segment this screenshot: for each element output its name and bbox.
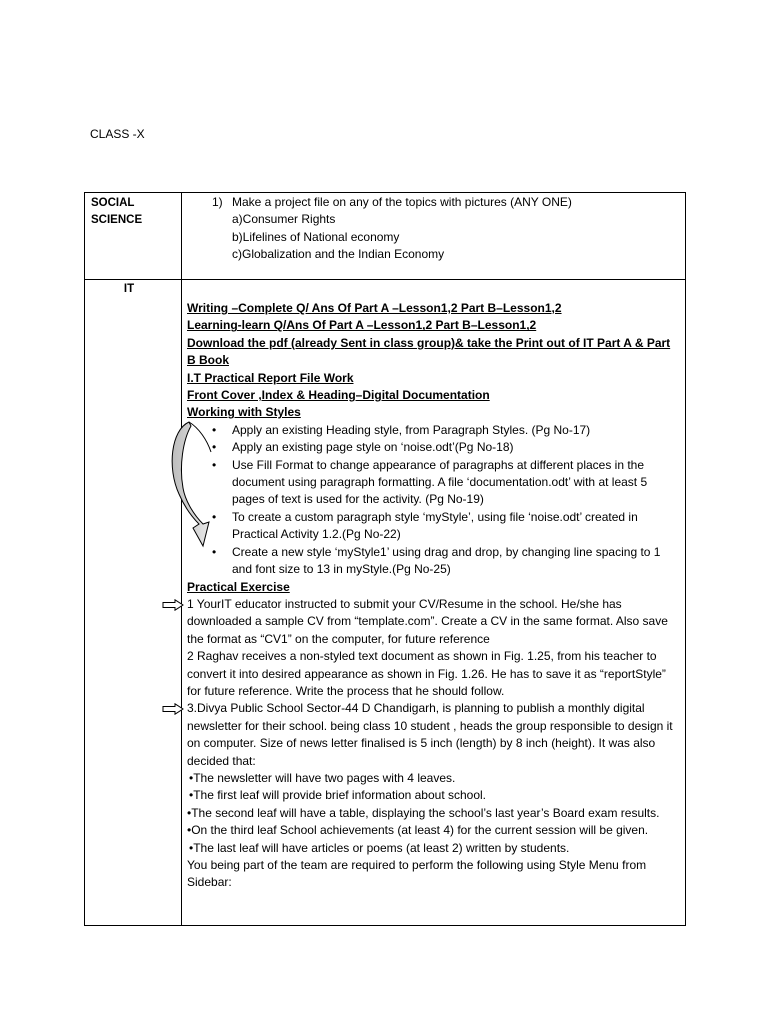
- heading-writing: Writing –Complete Q/ Ans Of Part A –Lesson1,2 Part B–Lesson1,2: [187, 301, 562, 315]
- topic-option: c)Globalization and the Indian Economy: [232, 246, 445, 261]
- list-item: • Use Fill Format to change appearance of paragraphs at different places in the document using paragraph formatting. A file ‘documentation.odt’ with at least 5 pages of text is used for the activity. (Pg No-19): [187, 457, 681, 509]
- styles-bullet-list: [187, 422, 681, 579]
- topic-option: a)Consumer Rights: [232, 212, 336, 227]
- heading-practical-report: I.T Practical Report File Work: [187, 370, 354, 385]
- task-item: [212, 194, 679, 211]
- right-arrow-icon: [162, 599, 184, 611]
- newsletter-point: • The second leaf will have a table, displaying the school’s last year’s Board exam results.: [187, 805, 681, 822]
- right-arrow-icon: [162, 703, 184, 715]
- heading-learning: Learning-learn Q/Ans Of Part A –Lesson1,2 Part B–Lesson1,2: [187, 318, 537, 333]
- newsletter-point: • On the third leaf School achievements (at least 4) for the current session will be given.: [187, 822, 681, 839]
- heading-working-with-styles: Working with Styles: [187, 405, 301, 420]
- it-content: [182, 280, 686, 926]
- newsletter-point: • The last leaf will have articles or poems (at least 2) written by students.: [187, 840, 681, 857]
- list-item: • Apply an existing Heading style, from Paragraph Styles. (Pg No-17): [187, 422, 681, 439]
- heading-download: Download the pdf (already Sent in class group)& take the Print out of IT Part A & Part B Book: [187, 335, 671, 368]
- task-number: 1): [212, 195, 223, 209]
- it-row: [85, 280, 686, 926]
- subject-label-it: IT: [123, 283, 135, 295]
- list-item: • Apply an existing page style on ‘noise.odt’(Pg No-18): [187, 439, 681, 456]
- list-item: • To create a custom paragraph style ‘myStyle’, using file ‘noise.odt’ created in Practical Activity 1.2.(Pg No-22): [187, 509, 681, 544]
- topic-option: b)Lifelines of National economy: [232, 229, 400, 244]
- exercise-1-text: 1 YourIT educator instructed to submit your CV/Resume in the school. He/she has downloaded a sample CV from “template.com”. Create a CV in the same format. Also save the format as “CV1” on the computer, for future reference: [187, 596, 668, 646]
- homework-table: [84, 192, 686, 926]
- task-text: Make a project file on any of the topics with pictures (ANY ONE): [232, 195, 572, 209]
- exercise-3: [187, 700, 681, 770]
- exercise-1: [187, 596, 681, 648]
- newsletter-point: • The newsletter will have two pages with 4 leaves.: [187, 770, 681, 787]
- subject-cell-social-science: [85, 193, 182, 280]
- exercise-3-text: 3.Divya Public School Sector-44 D Chandigarh, is planning to publish a monthly digital newsletter for their school. being class 10 student , heads the group responsible to design it on computer. Size of news letter finalised is 5 inch (length) by 8 inch (height). It was also decided that:: [187, 701, 673, 768]
- subject-label-line-2: SCIENCE: [91, 214, 143, 226]
- page-title: CLASS -X: [90, 127, 145, 141]
- social-science-row: [85, 193, 686, 280]
- social-science-content: [182, 193, 686, 280]
- exercise-2: [187, 648, 681, 700]
- list-item: • Create a new style ‘myStyle1’ using drag and drop, by changing line spacing to 1 and font size to 13 in myStyle.(Pg No-25): [187, 544, 681, 579]
- subject-label-line-1: SOCIAL: [91, 197, 135, 209]
- heading-front-cover: Front Cover ,Index & Heading–Digital Documentation: [187, 388, 490, 403]
- heading-practical-exercise: Practical Exercise: [187, 579, 290, 594]
- closing-instruction: You being part of the team are required to perform the following using Style Menu from Sidebar:: [187, 858, 647, 890]
- newsletter-point: • The first leaf will provide brief information about school.: [187, 787, 681, 804]
- exercise-2-text: 2 Raghav receives a non-styled text document as shown in Fig. 1.25, from his teacher to convert it into desired appearance as shown in Fig. 1.26. He has to save it as “reportStyle” for future reference. Write the process that he should follow.: [187, 649, 666, 698]
